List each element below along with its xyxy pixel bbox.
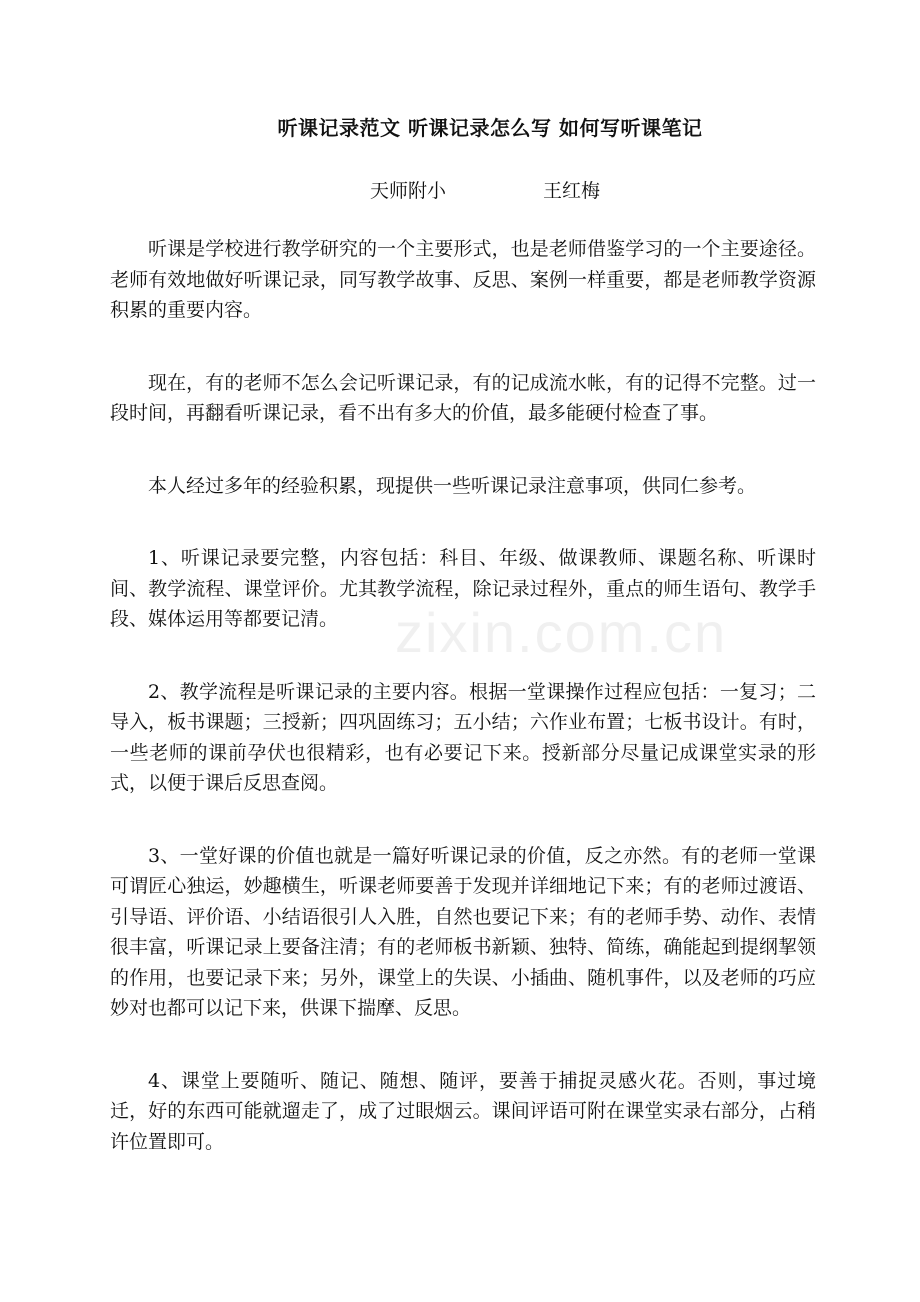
paragraph-purpose: 本人经过多年的经验积累，现提供一些听课记录注意事项，供同仁参考。: [148, 474, 757, 497]
paragraph-point-2: 2、教学流程是听课记录的主要内容。根据一堂课操作过程应包括：一复习；二导入，板书课题；三授新；四巩固练习；五小结；六作业布置；七板书设计。有时，一些老师的课前孕伏也很精彩，也有必要记下来。授新部分尽量记成课堂实录的形式，以便于课后反思查阅。: [110, 680, 816, 794]
watermark: zixin.com.cn: [395, 601, 728, 664]
paragraph-point-1: 1、听课记录要完整，内容包括：科目、年级、做课教师、课题名称、听课时间、教学流程、课堂评价。尤其教学流程，除记录过程外，重点的师生语句、教学手段、媒体运用等都要记清。: [110, 547, 816, 630]
paragraph-point-3: 3、一堂好课的价值也就是一篇好听课记录的价值，反之亦然。有的老师一堂课可谓匠心独运，妙趣横生，听课老师要善于发现并详细地记下来；有的老师过渡语、引导语、评价语、小结语很引人入胜，自然也要记下来；有的老师手势、动作、表情很丰富，听课记录上要备注清；有的老师板书新颖、独特、简练，确能起到提纲挈领的作用，也要记录下来；另外，课堂上的失误、小插曲、随机事件，以及老师的巧应妙对也都可以记下来，供课下揣摩、反思。: [110, 844, 816, 1019]
document-body: [110, 234, 816, 1199]
author-name: 王红梅: [543, 180, 601, 202]
document-title: 听课记录范文 听课记录怎么写 如何写听课笔记: [277, 116, 703, 140]
paragraph-intro: 听课是学校进行教学研究的一个主要形式，也是老师借鉴学习的一个主要途径。老师有效地做好听课记录，同写教学故事、反思、案例一样重要，都是老师教学资源积累的重要内容。: [110, 238, 816, 321]
byline: [0, 176, 920, 206]
paragraph-point-4: 4、课堂上要随听、随记、随想、随评，要善于捕捉灵感火花。否则，事过境迁，好的东西可能就遛走了，成了过眼烟云。课间评语可附在课堂实录右部分，占稍许位置即可。: [110, 1069, 816, 1153]
paragraph-problem: 现在，有的老师不怎么会记听课记录，有的记成流水帐，有的记得不完整。过一段时间，再翻看听课记录，看不出有多大的价值，最多能硬付检查了事。: [110, 371, 816, 424]
school-name: 天师附小: [370, 180, 447, 202]
